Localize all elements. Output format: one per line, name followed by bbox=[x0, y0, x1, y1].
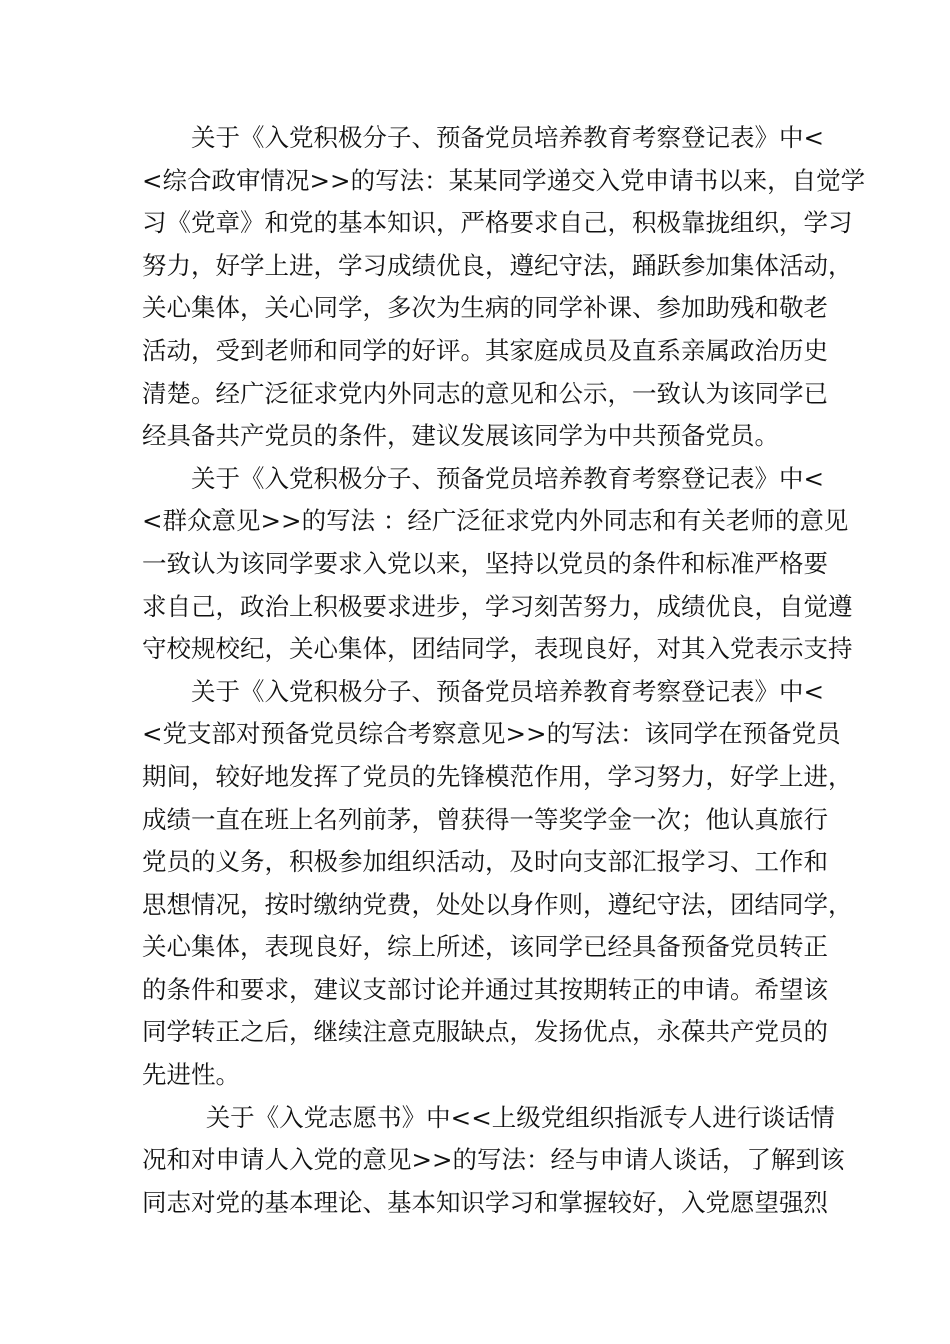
text-line: 习《党章》和党的基本知识，严格要求自己，积极靠拢组织，学习 bbox=[142, 208, 853, 238]
text-line: 期间，较好地发挥了党员的先锋模范作用，学习努力，好学上进， bbox=[142, 761, 853, 791]
text-line: <综合政审情况>>的写法：某某同学递交入党申请书以来，自觉学 bbox=[142, 165, 866, 195]
text-line: 清楚。经广泛征求党内外同志的意见和公示，一致认为该同学已 bbox=[142, 378, 828, 408]
text-line: 关于《入党积极分子、预备党员培养教育考察登记表》中< bbox=[191, 123, 825, 152]
text-line: <群众意见>>的写法 ：经广泛征求党内外同志和有关老师的意见 bbox=[142, 506, 849, 536]
paragraph-political-review bbox=[142, 117, 866, 458]
text-line: 关于《入党积极分子、预备党员培养教育考察登记表》中< bbox=[191, 463, 825, 493]
document-body bbox=[142, 117, 866, 1224]
paragraph-branch-assessment bbox=[142, 671, 853, 1097]
text-line: 思想情况，按时缴纳党费，处处以身作则，遵纪守法，团结同学， bbox=[142, 889, 853, 919]
text-line: 活动，受到老师和同学的好评。其家庭成员及直系亲属政治历史 bbox=[142, 335, 828, 365]
text-line: 求自己，政治上积极要求进步，学习刻苦努力，成绩优良，自觉遵 bbox=[142, 591, 853, 621]
text-line: 关于《入党志愿书》中<<上级党组织指派专人进行谈话情 bbox=[205, 1102, 835, 1132]
text-line: 同志对党的基本理论、基本知识学习和掌握较好，入党愿望强烈 bbox=[142, 1187, 828, 1217]
text-line: 先进性。 bbox=[142, 1060, 240, 1090]
text-line: 同学转正之后，继续注意克服缺点，发扬优点，永葆共产党员的 bbox=[142, 1017, 828, 1047]
text-line: 况和对申请人入党的意见>>的写法：经与申请人谈话，了解到该 bbox=[142, 1145, 845, 1175]
text-line: 成绩一直在班上名列前茅，曾获得一等奖学金一次；他认真旅行 bbox=[142, 804, 828, 834]
text-line: 一致认为该同学要求入党以来，坚持以党员的条件和标准严格要 bbox=[142, 548, 828, 578]
text-line: 关心集体，关心同学，多次为生病的同学补课、参加助残和敬老 bbox=[142, 293, 828, 323]
text-line: 的条件和要求，建议支部讨论并通过其按期转正的申请。希望该 bbox=[142, 974, 828, 1004]
text-line: <党支部对预备党员综合考察意见>>的写法：该同学在预备党员 bbox=[142, 719, 841, 749]
paragraph-public-opinion bbox=[142, 458, 853, 671]
text-line: 关于《入党积极分子、预备党员培养教育考察登记表》中< bbox=[191, 676, 825, 706]
text-line: 守校规校纪，关心集体，团结同学，表现良好，对其入党表示支持 bbox=[142, 634, 853, 664]
text-line: 关心集体，表现良好，综上所述，该同学已经具备预备党员转正 bbox=[142, 932, 828, 962]
text-line: 党员的义务，积极参加组织活动，及时向支部汇报学习、工作和 bbox=[142, 847, 828, 877]
text-line: 努力，好学上进，学习成绩优良，遵纪守法，踊跃参加集体活动， bbox=[142, 250, 853, 280]
paragraph-application-interview bbox=[142, 1097, 845, 1225]
text-line: 经具备共产党员的条件，建议发展该同学为中共预备党员。 bbox=[142, 421, 779, 451]
